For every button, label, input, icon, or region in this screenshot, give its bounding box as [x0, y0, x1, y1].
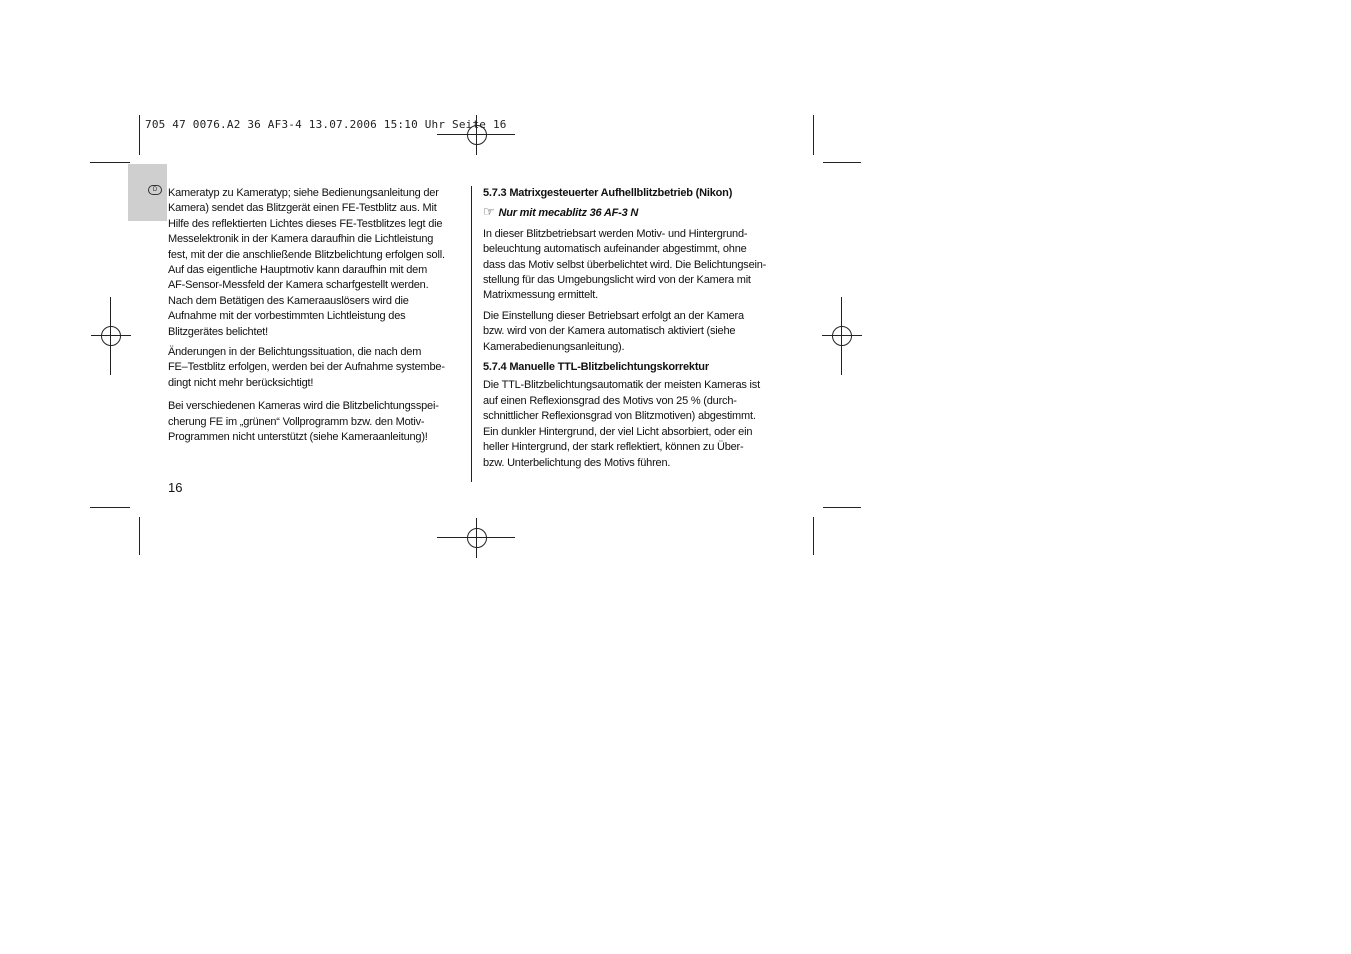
text-line: Hilfe des reflektierten Lichtes dieses FE-Testblitzes legt die — [168, 217, 443, 230]
page-number: 16 — [168, 480, 183, 495]
text-line: bzw. Unterbelichtung des Motivs führen. — [483, 456, 671, 469]
text-line: Die TTL-Blitzbelichtungsautomatik der meisten Kameras ist — [483, 379, 760, 392]
text-line: fest, mit der die anschließende Blitzbelichtung erfolgen soll. — [168, 248, 445, 261]
text-line: dingt nicht mehr berücksichtigt! — [168, 376, 314, 389]
section-heading-5-7-3: 5.7.3 Matrixgesteuerter Aufhellblitzbetrieb (Nikon) — [483, 187, 733, 199]
text-line: Ein dunkler Hintergrund, der viel Licht absorbiert, oder ein — [483, 425, 753, 438]
text-line: Änderungen in der Belichtungssituation, die nach dem — [168, 346, 422, 359]
crop-mark-top-left-vertical — [139, 115, 140, 155]
right-paragraph-1 — [483, 227, 783, 304]
text-line: cherung FE im „grünen“ Vollprogramm bzw. den Motiv- — [168, 415, 425, 428]
column-divider — [471, 186, 472, 482]
text-line: Matrixmessung ermittelt. — [483, 289, 599, 302]
text-line: schnittlicher Reflexionsgrad von Blitzmotiven) abgestimmt. — [483, 410, 756, 423]
text-line: Aufnahme mit der vorbestimmten Lichtleistung des — [168, 310, 406, 323]
registration-line-left-extension — [110, 297, 111, 375]
text-line: Nach dem Betätigen des Kameraauslösers wird die — [168, 294, 409, 307]
registration-mark-right — [822, 316, 862, 356]
registration-mark-bottom — [457, 518, 497, 558]
model-note — [483, 204, 783, 221]
text-line: heller Hintergrund, der stark reflektiert, können zu Über- — [483, 441, 744, 454]
text-line: In dieser Blitzbetriebsart werden Motiv- und Hintergrund- — [483, 227, 748, 240]
crop-mark-bottom-left-horizontal — [90, 507, 130, 508]
text-line: Kamerabedienungsanleitung). — [483, 340, 625, 353]
text-line: Blitzgerätes belichtet! — [168, 325, 268, 338]
print-slug-line: 705 47 0076.A2 36 AF3-4 13.07.2006 15:10 Uhr Seite 16 — [145, 118, 507, 131]
registration-mark-left — [91, 316, 131, 356]
crop-mark-top-left-horizontal — [90, 162, 130, 163]
text-line: Kameratyp zu Kameratyp; siehe Bedienungsanleitung der — [168, 187, 439, 199]
crop-mark-bottom-right-vertical — [813, 517, 814, 555]
right-paragraph-2 — [483, 309, 783, 355]
section-heading-5-7-4: 5.7.4 Manuelle TTL-Blitzbelichtungskorrektur — [483, 361, 709, 374]
left-paragraph-1 — [168, 186, 468, 340]
registration-line-right-extension — [841, 297, 842, 375]
text-line: beleuchtung automatisch aufeinander abgestimmt, ohne — [483, 243, 747, 256]
crop-mark-top-right-horizontal — [823, 162, 861, 163]
text-line: Auf das eigentliche Hauptmotiv kann daraufhin mit dem — [168, 264, 428, 277]
text-line: AF-Sensor-Messfeld der Kamera scharfgestellt werden. — [168, 279, 429, 292]
text-line: bzw. wird von der Kamera automatisch aktiviert (siehe — [483, 325, 736, 338]
model-note-text: Nur mit mecablitz 36 AF-3 N — [498, 207, 639, 220]
left-paragraph-2 — [168, 345, 468, 391]
text-line: Messelektronik in der Kamera daraufhin die Lichtleistung — [168, 233, 434, 246]
text-line: Programmen nicht unterstützt (siehe Kameraanleitung)! — [168, 431, 428, 444]
text-line: FE–Testblitz erfolgen, werden bei der Aufnahme systembe- — [168, 361, 445, 374]
crop-mark-bottom-right-horizontal — [823, 507, 861, 508]
left-column — [168, 186, 468, 451]
right-column — [483, 186, 783, 476]
text-line: dass das Motiv selbst überbelichtet wird. Die Belichtungsein- — [483, 258, 767, 271]
text-line: Kamera) sendet das Blitzgerät einen FE-Testblitz aus. Mit — [168, 202, 437, 215]
language-badge: D — [148, 185, 162, 195]
text-line: Bei verschiedenen Kameras wird die Blitzbelichtungsspei- — [168, 400, 439, 413]
crop-mark-bottom-left-vertical — [139, 517, 140, 555]
text-line: stellung für das Umgebungslicht wird von der Kamera mit — [483, 274, 751, 287]
right-paragraph-3 — [483, 378, 783, 470]
pointing-hand-icon: ☞ — [483, 204, 495, 220]
registration-line-bottom-extension — [437, 537, 515, 538]
crop-mark-top-right-vertical — [813, 115, 814, 155]
registration-line-top-extension — [437, 134, 515, 135]
text-line: auf einen Reflexionsgrad des Motivs von 25 % (durch- — [483, 394, 737, 407]
left-paragraph-3 — [168, 399, 468, 445]
text-line: Die Einstellung dieser Betriebsart erfolgt an der Kamera — [483, 309, 744, 322]
